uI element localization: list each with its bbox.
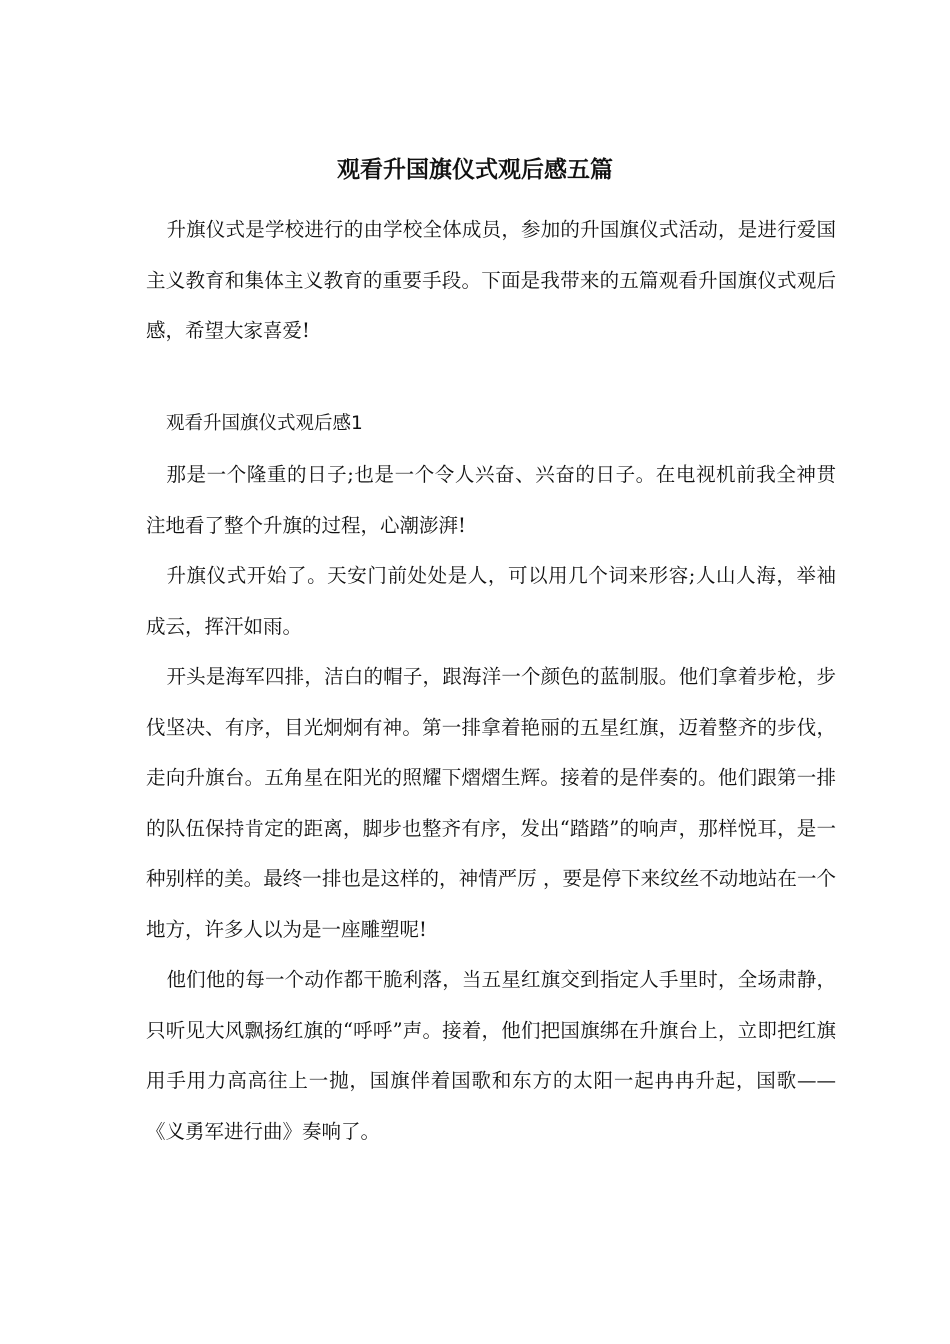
section1-body (146, 450, 836, 1157)
body-paragraph: 开头是海军四排，洁白的帽子，跟海洋一个颜色的蓝制服。他们拿着步枪，步伐坚决、有序，目光炯炯有神。第一排拿着艳丽的五星红旗，迈着整齐的步伐，走向升旗台。五角星在阳光的照耀下熠熠生辉。接着的是伴奏的。他们跟第一排的队伍保持肯定的距离，脚步也整齐有序，发出“踏踏”的响声，那样悦耳，是一种别样的美。最终一排也是这样的，神情严厉 ，要是停下来纹丝不动地站在一个地方，许多人以为是一座雕塑呢! (146, 665, 836, 941)
intro-paragraph: 升旗仪式是学校进行的由学校全体成员，参加的升国旗仪式活动，是进行爱国主义教育和集体主义教育的重要手段。下面是我带来的五篇观看升国旗仪式观后感，希望大家喜爱! (146, 218, 836, 342)
body-paragraph: 升旗仪式开始了。天安门前处处是人，可以用几个词来形容;人山人海，举袖成云，挥汗如雨。 (146, 564, 836, 638)
intro-block (146, 205, 836, 357)
section-heading: 观看升国旗仪式观后感1 (166, 413, 363, 434)
body-paragraph: 那是一个隆重的日子;也是一个令人兴奋、兴奋的日子。在电视机前我全神贯注地看了整个升旗的过程，心潮澎湃! (146, 463, 836, 537)
document-title: 观看升国旗仪式观后感五篇 (337, 156, 613, 183)
body-paragraph: 他们他的每一个动作都干脆利落，当五星红旗交到指定人手里时，全场肃静，只听见大风飘扬红旗的“呼呼”声。接着，他们把国旗绑在升旗台上，立即把红旗用手用力高高往上一抛，国旗伴着国歌和东方的太阳一起冉冉升起，国歌——《义勇军进行曲》奏响了。 (146, 968, 836, 1143)
